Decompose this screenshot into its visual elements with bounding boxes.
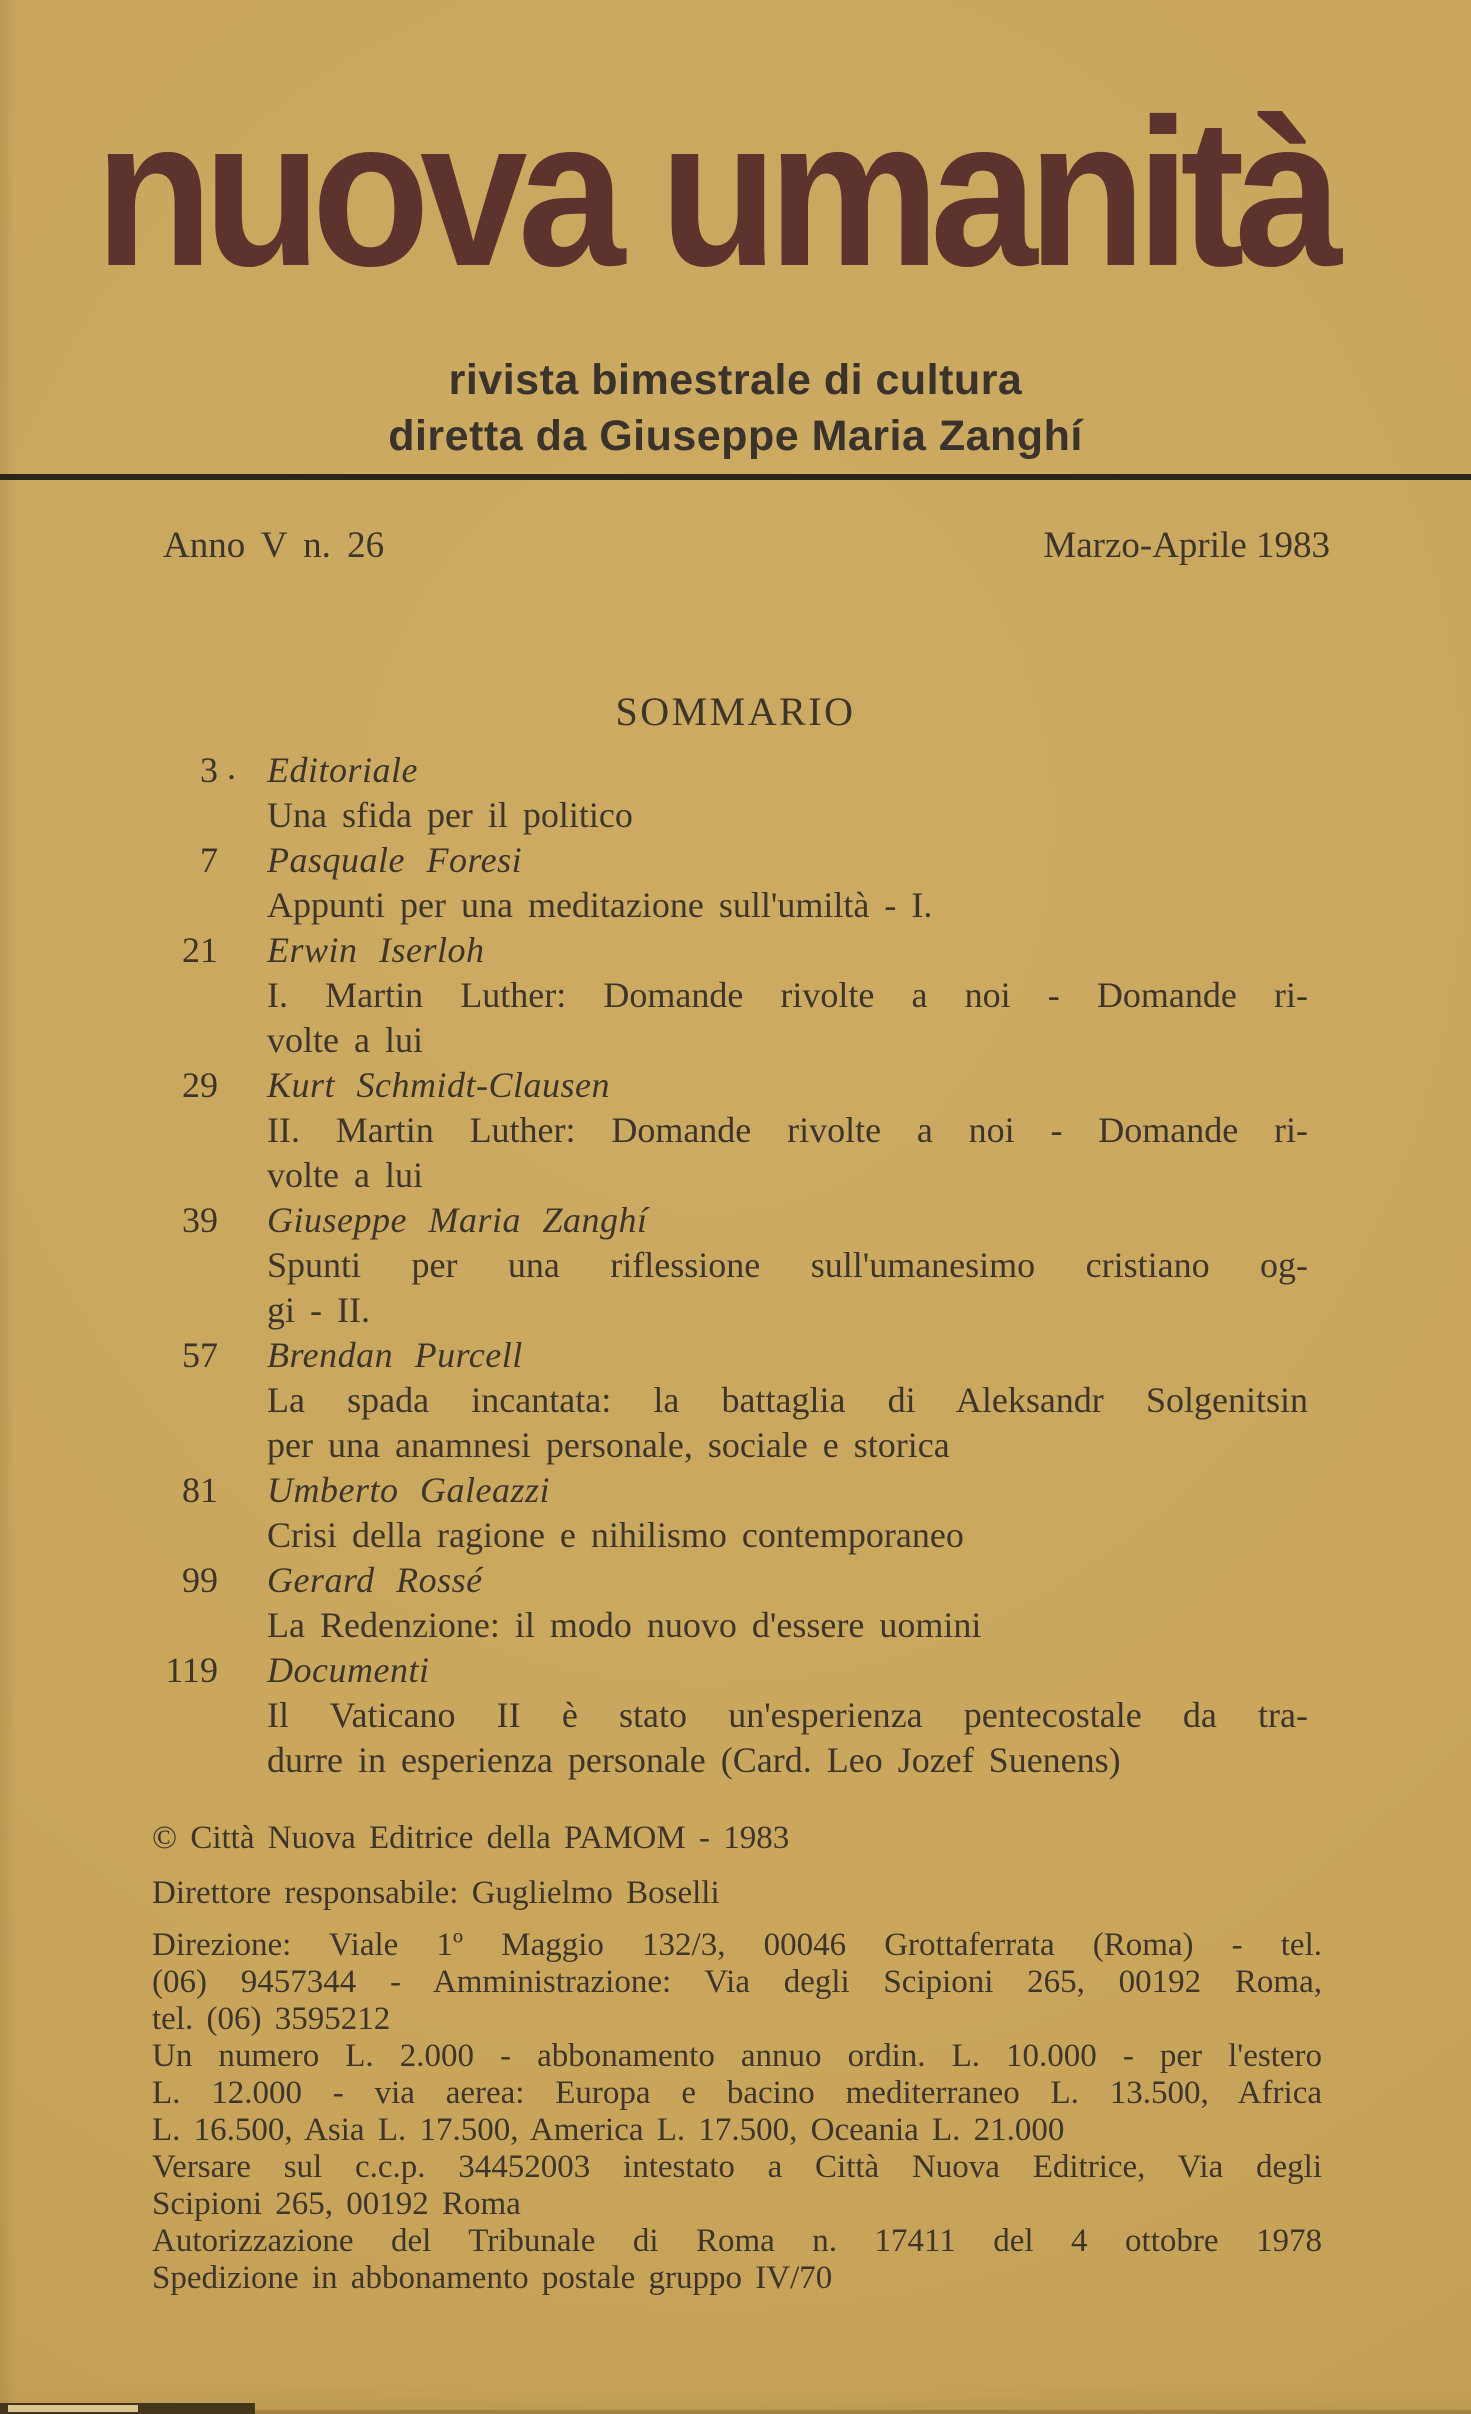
toc-entry-title-line: I. Martin Luther: Domande rivolte a noi - Domande ri- bbox=[267, 975, 1308, 1015]
imprint-director bbox=[152, 1875, 1322, 1912]
imprint-address bbox=[152, 1927, 1322, 2038]
divider-rule bbox=[0, 474, 1471, 480]
toc-entry-author: Kurt Schmidt-Clausen bbox=[267, 1065, 610, 1105]
toc-page-number: 119 bbox=[165, 1650, 218, 1690]
toc-entry bbox=[148, 1198, 1308, 1333]
toc-entry-title bbox=[267, 1603, 1308, 1648]
toc-page-number: 99 bbox=[182, 1560, 218, 1600]
toc-entry-title-line: gi - II. bbox=[267, 1290, 370, 1330]
toc-entry-author: Editoriale bbox=[267, 750, 418, 790]
toc-entry-header bbox=[148, 748, 1308, 793]
toc-entry-header bbox=[148, 1648, 1308, 1693]
toc-entry-title bbox=[267, 1108, 1308, 1198]
toc-entry-title-line: volte a lui bbox=[267, 1020, 423, 1060]
toc-entry-title-line: Una sfida per il politico bbox=[267, 795, 633, 835]
toc-entry-header bbox=[148, 1198, 1308, 1243]
toc-entry-header bbox=[148, 838, 1308, 883]
toc-entry-author: Brendan Purcell bbox=[267, 1335, 523, 1375]
toc-entry-title-line: La Redenzione: il modo nuovo d'essere uomini bbox=[267, 1605, 982, 1645]
subtitle-line-1: rivista bimestrale di cultura bbox=[448, 356, 1023, 404]
toc-entry-title bbox=[267, 1693, 1308, 1783]
toc-entry-header bbox=[148, 1063, 1308, 1108]
toc-entry-title bbox=[267, 973, 1308, 1063]
toc-entry bbox=[148, 1063, 1308, 1198]
imprint-shipping bbox=[152, 2260, 1322, 2297]
toc-page-number: 21 bbox=[182, 930, 218, 970]
magazine-subtitle bbox=[0, 352, 1471, 464]
imprint-shipping-line: Spedizione in abbonamento postale gruppo IV/70 bbox=[152, 2260, 833, 2296]
imprint-payment bbox=[152, 2149, 1322, 2223]
toc-entry-title-line: Il Vaticano II è stato un'esperienza pentecostale da tra- bbox=[267, 1695, 1308, 1735]
toc-entry-author: Pasquale Foresi bbox=[267, 840, 523, 880]
toc-entry-title-line: Appunti per una meditazione sull'umiltà - I. bbox=[267, 885, 933, 925]
toc-entry-title bbox=[267, 1378, 1308, 1468]
imprint-payment-line: Versare sul c.c.p. 34452003 intestato a Città Nuova Editrice, Via degli bbox=[152, 2149, 1322, 2185]
toc-entry bbox=[148, 748, 1308, 838]
scan-artifact-inner bbox=[8, 2405, 138, 2412]
toc-entry bbox=[148, 1648, 1308, 1783]
toc-entry-title bbox=[267, 1513, 1308, 1558]
imprint-payment-line: Scipioni 265, 00192 Roma bbox=[152, 2186, 521, 2222]
toc-entry-title-line: volte a lui bbox=[267, 1155, 423, 1195]
imprint-copyright bbox=[152, 1820, 1322, 1857]
imprint-director-line: Direttore responsabile: Guglielmo Boselli bbox=[152, 1875, 720, 1911]
imprint-authorization bbox=[152, 2223, 1322, 2260]
toc-entry bbox=[148, 838, 1308, 928]
imprint-subscription-line: L. 16.500, Asia L. 17.500, America L. 17.500, Oceania L. 21.000 bbox=[152, 2112, 1065, 2148]
imprint-subscription-line: L. 12.000 - via aerea: Europa e bacino mediterraneo L. 13.500, Africa bbox=[152, 2075, 1322, 2111]
issue-number: Anno V n. 26 bbox=[163, 525, 385, 566]
toc-entry-header bbox=[148, 1333, 1308, 1378]
toc-entry-title-line: II. Martin Luther: Domande rivolte a noi - Domande ri- bbox=[267, 1110, 1308, 1150]
toc-entry-header bbox=[148, 1468, 1308, 1513]
imprint-subscription-line: Un numero L. 2.000 - abbonamento annuo ordin. L. 10.000 - per l'estero bbox=[152, 2038, 1322, 2074]
toc-entry-title-line: La spada incantata: la battaglia di Aleksandr Solgenitsin bbox=[267, 1380, 1308, 1420]
toc-page-number: 3 . bbox=[200, 747, 236, 790]
toc-entry-title bbox=[267, 1243, 1308, 1333]
imprint-block bbox=[152, 1820, 1322, 2297]
toc-page-number: 29 bbox=[182, 1065, 218, 1105]
imprint-copyright-line: © Città Nuova Editrice della PAMOM - 1983 bbox=[152, 1820, 790, 1856]
magazine-title: nuova umanità bbox=[95, 75, 1333, 310]
toc-page-number-mark: . bbox=[227, 747, 236, 787]
toc-page-number: 81 bbox=[182, 1470, 218, 1510]
toc-entry-title-line: per una anamnesi personale, sociale e storica bbox=[267, 1425, 950, 1465]
toc-entry bbox=[148, 1558, 1308, 1648]
scan-artifact bbox=[0, 2403, 255, 2414]
subtitle-line-2: diretta da Giuseppe Maria Zanghí bbox=[388, 412, 1083, 460]
issue-date: Marzo-Aprile 1983 bbox=[1043, 525, 1330, 566]
toc-entry bbox=[148, 928, 1308, 1063]
toc-entry bbox=[148, 1468, 1308, 1558]
toc-page-number: 7 bbox=[200, 840, 218, 880]
imprint-subscription bbox=[152, 2038, 1322, 2149]
toc-entry-title-line: durre in esperienza personale (Card. Leo Jozef Suenens) bbox=[267, 1740, 1121, 1780]
toc-entry-title-line: Spunti per una riflessione sull'umanesimo cristiano og- bbox=[267, 1245, 1308, 1285]
toc-entry-title-line: Crisi della ragione e nihilismo contemporaneo bbox=[267, 1515, 964, 1555]
imprint-address-line: tel. (06) 3595212 bbox=[152, 2001, 391, 2037]
toc-entry-header bbox=[148, 1558, 1308, 1603]
toc-entry-title bbox=[267, 793, 1308, 838]
toc-entry-title bbox=[267, 883, 1308, 928]
toc-page-number: 57 bbox=[182, 1335, 218, 1375]
imprint-address-line: (06) 9457344 - Amministrazione: Via degli Scipioni 265, 00192 Roma, bbox=[152, 1964, 1322, 2000]
toc-list bbox=[148, 748, 1308, 1783]
toc-page-number: 39 bbox=[182, 1200, 218, 1240]
toc-entry-author: Documenti bbox=[267, 1650, 430, 1690]
toc-entry-header bbox=[148, 928, 1308, 973]
toc-entry bbox=[148, 1333, 1308, 1468]
imprint-authorization-line: Autorizzazione del Tribunale di Roma n. 17411 del 4 ottobre 1978 bbox=[152, 2223, 1322, 2259]
toc-entry-author: Umberto Galeazzi bbox=[267, 1470, 550, 1510]
toc-entry-author: Erwin Iserloh bbox=[267, 930, 485, 970]
toc-entry-author: Gerard Rossé bbox=[267, 1560, 483, 1600]
issue-row bbox=[163, 527, 1330, 564]
toc-heading: SOMMARIO bbox=[615, 689, 856, 734]
imprint-address-line: Direzione: Viale 1º Maggio 132/3, 00046 Grottaferrata (Roma) - tel. bbox=[152, 1927, 1322, 1963]
toc-entry-author: Giuseppe Maria Zanghí bbox=[267, 1200, 648, 1240]
